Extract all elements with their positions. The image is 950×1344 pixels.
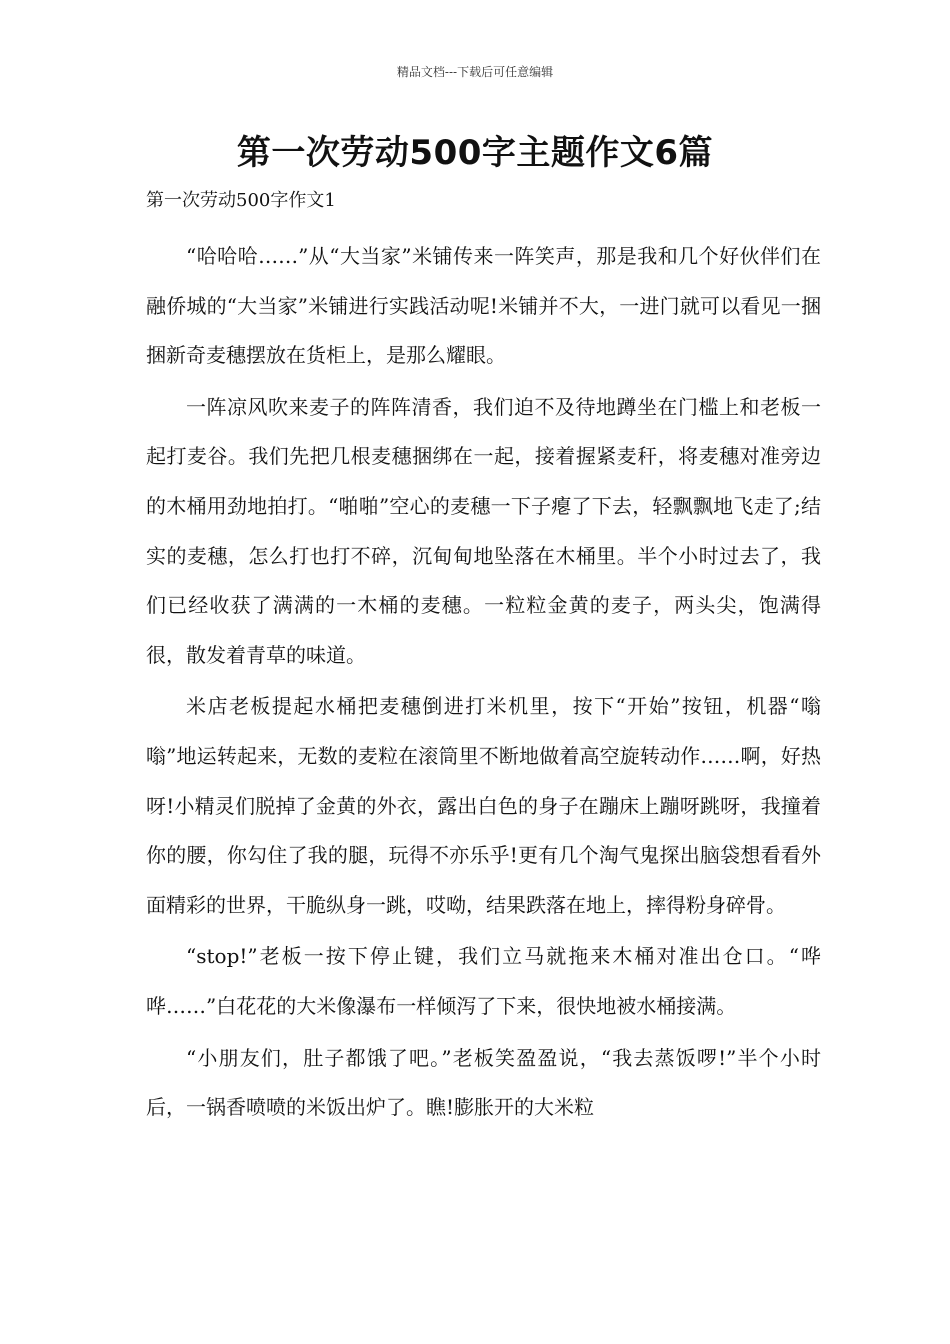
- section-heading: 第一次劳动500字作文1: [146, 190, 336, 211]
- paragraph-3: 米店老板提起水桶把麦穗倒进打米机里，按下“开始”按钮，机器“嗡嗡”地运转起来，无数的麦粒在滚筒里不断地做着高空旋转动作……啊，好热呀!小精灵们脱掉了金黄的外衣，露出白色的身子在蹦床上蹦呀跳呀，我撞着你的腰，你勾住了我的腿，玩得不亦乐乎!更有几个淘气鬼探出脑袋想看看外面精彩的世界，干脆纵身一跳，哎呦，结果跌落在地上，摔得粉身碎骨。: [146, 694, 821, 917]
- paragraph-1: “哈哈哈……”从“大当家”米铺传来一阵笑声，那是我和几个好伙伴们在融侨城的“大当家”米铺进行实践活动呢!米铺并不大，一进门就可以看见一捆捆新奇麦穗摆放在货柜上，是那么耀眼。: [146, 244, 821, 368]
- document-title: 第一次劳动500字主题作文6篇: [236, 133, 714, 173]
- header-note: 精品文档---下载后可任意编辑: [396, 65, 554, 79]
- document-body: [146, 232, 821, 1135]
- paragraph-5: “小朋友们，肚子都饿了吧。”老板笑盈盈说，“我去蒸饭啰!”半个小时后，一锅香喷喷的米饭出炉了。瞧!膨胀开的大米粒: [146, 1045, 821, 1120]
- paragraph-4: “stop!”老板一按下停止键，我们立马就拖来木桶对准出仓口。“哗哗……”白花花的大米像瀑布一样倾泻了下来，很快地被水桶接满。: [146, 944, 821, 1018]
- paragraph-2: 一阵凉风吹来麦子的阵阵清香，我们迫不及待地蹲坐在门槛上和老板一起打麦谷。我们先把几根麦穗捆绑在一起，接着握紧麦秆，将麦穗对准旁边的木桶用劲地拍打。“啪啪”空心的麦穗一下子瘪了下去，轻飘飘地飞走了;结实的麦穗，怎么打也打不碎，沉甸甸地坠落在木桶里。半个小时过去了，我们已经收获了满满的一木桶的麦穗。一粒粒金黄的麦子，两头尖，饱满得很，散发着青草的味道。: [146, 394, 821, 667]
